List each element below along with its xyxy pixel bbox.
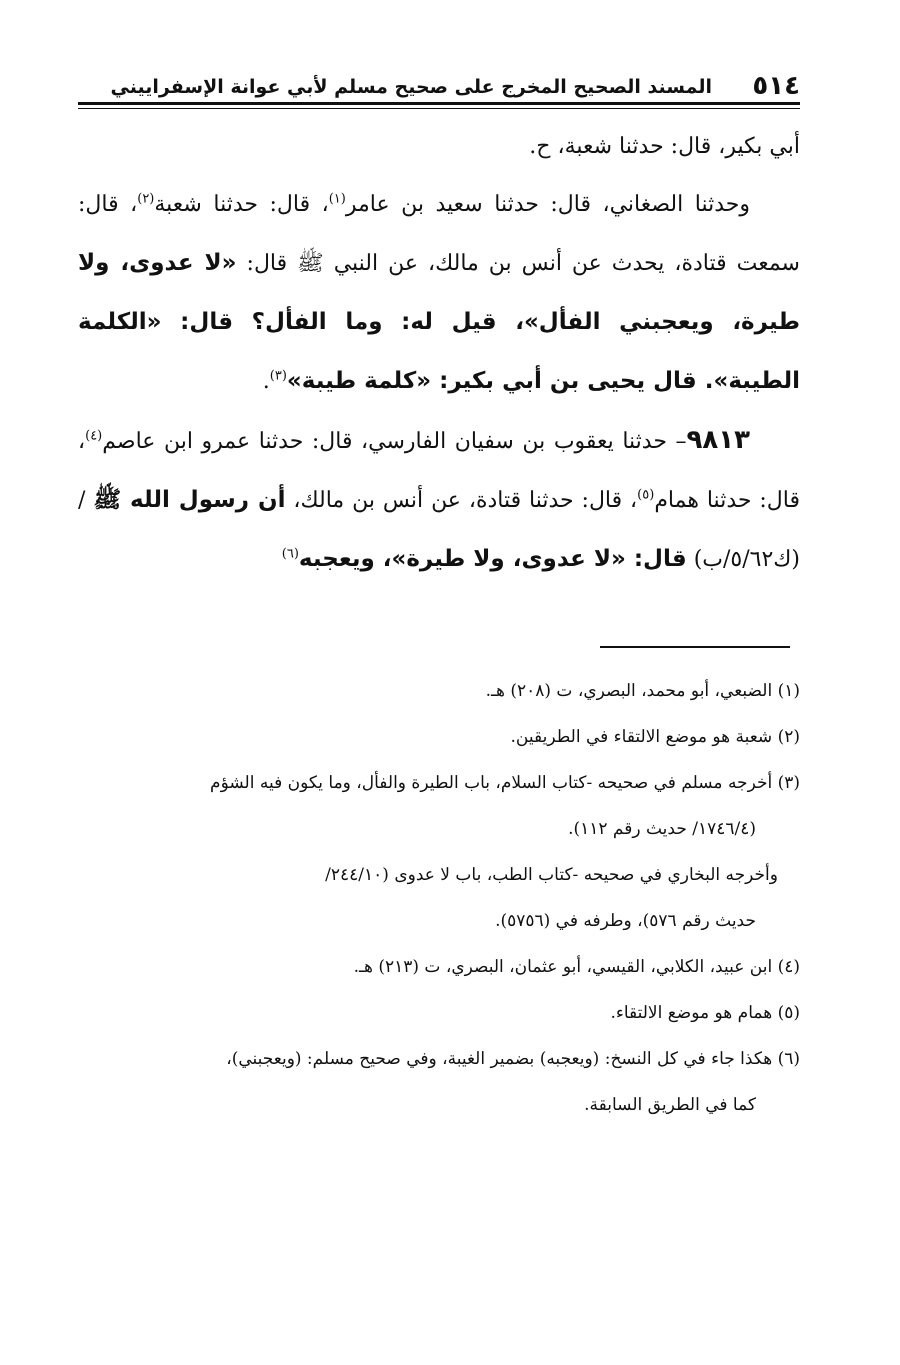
footnote-ref-5[interactable]: (٥) [637, 487, 655, 503]
footnote-2: (٢) شعبة هو موضع الالتقاء في الطريقين. [510, 727, 800, 747]
footnote-separator [600, 646, 790, 648]
header-rule [78, 102, 800, 105]
footnote-6 [78, 1036, 800, 1128]
running-title: المسند الصحيح المخرج على صحيح مسلم لأبي عوانة الإسفراييني [110, 76, 712, 98]
footnote-3-line-2: (١٧٤٦/٤/ حديث رقم ١١٢). [568, 819, 756, 839]
footnote-ref-3[interactable]: (٣) [269, 368, 287, 384]
footnote-1: (١) الضبعي، أبو محمد، البصري، ت (٢٠٨) هـ. [485, 681, 800, 701]
chain-text-3: ، قال: سمعت قتادة، يحدث عن أنس بن مالك، عن النبي ﷺ قال: [78, 192, 800, 276]
footnote-3-line-1: (٣) أخرجه مسلم في صحيحه -كتاب السلام، باب الطيرة والفأل، وما يكون فيه الشؤم [210, 773, 800, 793]
hadith-chain-2: ، قال: حدثنا همام [78, 429, 800, 513]
continuation-text: أبي بكير، قال: حدثنا شعبة، ح. [529, 134, 800, 159]
footnote-ref-1[interactable]: (١) [328, 191, 346, 207]
chain-text-2: ، قال: حدثنا شعبة [154, 192, 329, 217]
hadith-bold-1: أن رسول الله ﷺ [93, 487, 286, 513]
text-line-continuation [78, 118, 800, 176]
footnote-ref-6[interactable]: (٦) [281, 546, 299, 562]
manuscript-ref: / (ك٥/٦٢/ب) [78, 488, 800, 572]
footnote-3-bukhari [78, 852, 800, 944]
footnotes [78, 668, 800, 1128]
header-rule-thin [78, 108, 800, 109]
footnote-3 [78, 760, 800, 852]
footnote-6-line-1: (٦) هكذا جاء في كل النسخ: (ويعجبه) بضمير الغيبة، وفي صحيح مسلم: (ويعجبني)، [226, 1049, 800, 1069]
footnote-3b-line-2: حديث رقم ٥٧٦)، وطرفه في (٥٧٥٦). [495, 911, 756, 931]
footnote-5: (٥) همام هو موضع الالتقاء. [610, 1003, 800, 1023]
footnote-3b-line-1: وأخرجه البخاري في صحيحه -كتاب الطب، باب لا عدوى (٢٤٤/١٠/ [325, 865, 778, 885]
page-header [78, 70, 800, 104]
hadith-bold-2: قال: «لا عدوى، ولا طيرة»، ويعجبه [298, 546, 687, 572]
sentence-end: . [262, 369, 270, 394]
footnote-4: (٤) ابن عبيد، الكلابي، القيسي، أبو عثمان، البصري، ت (٢١٣) هـ. [353, 957, 800, 977]
hadith-chain-3: ، قال: حدثنا قتادة، عن أنس بن مالك، [293, 488, 638, 513]
paragraph-chain [78, 176, 800, 411]
chain-text-1: وحدثنا الصغاني، قال: حدثنا سعيد بن عامر [345, 192, 750, 217]
paragraph-hadith [78, 411, 800, 589]
hadith-text-bold: «لا عدوى، ولا طيرة، ويعجبني الفأل»، قيل له: وما الفأل؟ قال: «الكلمة الطيبة». قال يحيى بن أبي بكير: «كلمة طيبة» [78, 250, 800, 394]
footnote-ref-2[interactable]: (٢) [137, 191, 155, 207]
footnote-ref-4[interactable]: (٤) [85, 428, 103, 444]
page-number: ٥١٤ [752, 71, 800, 101]
hadith-number: ٩٨١٣ [686, 425, 750, 455]
hadith-chain-1: – حدثنا يعقوب بن سفيان الفارسي، قال: حدثنا عمرو ابن عاصم [102, 429, 687, 454]
main-text [78, 118, 800, 589]
footnote-6-line-2: كما في الطريق السابقة. [584, 1095, 756, 1115]
